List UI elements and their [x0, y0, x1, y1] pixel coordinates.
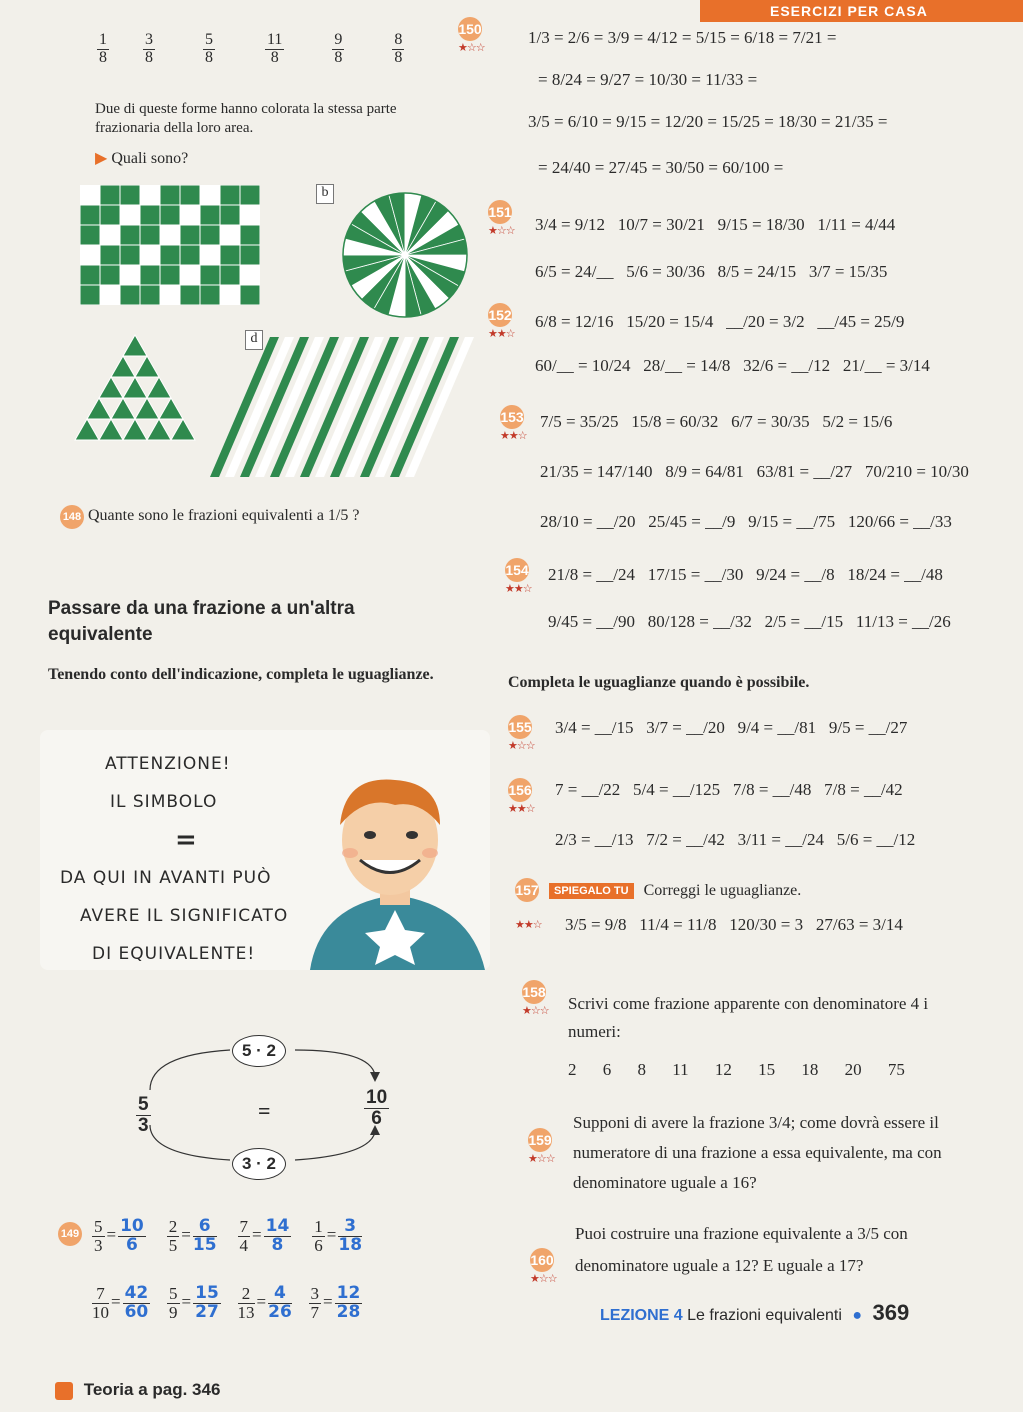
q152-number	[488, 303, 515, 340]
grid-cell	[200, 245, 220, 265]
difficulty-stars: ★☆☆	[528, 1152, 555, 1165]
q158-value: 11	[672, 1060, 689, 1079]
grid-cell	[80, 225, 100, 245]
difficulty-stars: ★★☆	[500, 429, 527, 442]
bullet-icon: ●	[852, 1307, 863, 1324]
q150-row-4: = 24/40 = 27/45 = 30/50 = 60/100 =	[538, 158, 784, 177]
grid-cell	[140, 265, 160, 285]
grid-cell	[240, 265, 260, 285]
diagram-top: 5 · 2	[232, 1035, 286, 1067]
grid-cell	[240, 225, 260, 245]
q149-row-1	[90, 1218, 364, 1255]
triangle-cell	[135, 356, 159, 377]
grid-cell	[220, 265, 240, 285]
q149-row-2	[90, 1285, 364, 1322]
attention-line-6: DI EQUIVALENTE!	[92, 944, 256, 964]
triangle-cell	[135, 398, 159, 419]
q158-value: 2	[568, 1060, 577, 1079]
grid-cell	[100, 285, 120, 305]
grid-cell	[80, 205, 100, 225]
triangle-cell	[171, 419, 195, 440]
boy-illustration	[300, 765, 490, 970]
theory-link-text: Teoria a pag. 346	[83, 1380, 221, 1399]
grid-cell	[160, 225, 180, 245]
grid-cell	[80, 265, 100, 285]
grid-cell	[100, 265, 120, 285]
q150-badge: 150	[458, 17, 482, 41]
q153-number	[500, 405, 527, 442]
triangle-cell	[159, 398, 183, 419]
triangle-cell	[99, 419, 123, 440]
q151-number	[488, 200, 515, 237]
q155-number	[508, 715, 535, 752]
grid-cell	[120, 205, 140, 225]
triangle-cell	[75, 419, 99, 440]
grid-cell	[140, 245, 160, 265]
book-icon	[55, 1382, 73, 1400]
grid-cell	[120, 265, 140, 285]
q149-number: 149	[58, 1222, 82, 1246]
fraction: $\frac{5}{8}$	[205, 31, 213, 66]
banner-text: ESERCIZI PER CASA	[770, 3, 928, 19]
grid-cell	[200, 185, 220, 205]
q150-row-3: 3/5 = 6/10 = 9/15 = 12/20 = 15/25 = 18/30 = 21/35 =	[528, 112, 888, 131]
q150-row-1: 1/3 = 2/6 = 3/9 = 4/12 = 5/15 = 6/18 = 7/21 =	[528, 28, 837, 47]
difficulty-stars: ★★☆	[515, 918, 542, 931]
grid-cell	[180, 205, 200, 225]
q148-text: Quante sono le frazioni equivalenti a 1/5 ?	[88, 507, 360, 524]
grid-cell	[160, 285, 180, 305]
grid-cell	[140, 225, 160, 245]
diagram-bottom: 3 · 2	[232, 1148, 286, 1180]
q155-badge: 155	[508, 715, 532, 739]
grid-cell	[160, 205, 180, 225]
q-forms: Due di queste forme hanno colorata la stessa parte frazionaria della loro area.	[95, 101, 397, 136]
attention-line-4: DA QUI IN AVANTI PUÒ	[60, 868, 272, 888]
grid-cell	[160, 185, 180, 205]
triangle-cell	[123, 377, 147, 398]
q-forms-sub-text: Quali sono?	[111, 150, 189, 167]
spiegalo-badge: SPIEGALO TU	[549, 883, 634, 899]
q158-value: 75	[887, 1060, 905, 1079]
q152-row-2: 60/__ = 10/24 28/__ = 14/8 32/6 = __/12 21/__ = 3/14	[535, 356, 930, 375]
q148-number: 148	[60, 505, 84, 529]
q153-row-2: 21/35 = 147/140 8/9 = 64/81 63/81 = __/27 70/210 = 10/30	[540, 462, 969, 481]
q155-row: 3/4 = __/15 3/7 = __/20 9/4 = __/81 9/5 = __/27	[555, 718, 908, 737]
section-text: Tenendo conto dell'indicazione, completa le uguaglianze.	[48, 666, 434, 683]
attention-line-3: =	[175, 825, 198, 855]
grid-cell	[120, 285, 140, 305]
q149-item: $\frac{2}{13}$ = $\frac{4}{26}$	[237, 1283, 292, 1322]
q149-item: $\frac{7}{4}$ = $\frac{14}{8}$	[239, 1216, 290, 1255]
attention-line-2: IL SIMBOLO	[110, 792, 218, 812]
grid-cell	[220, 205, 240, 225]
q153-row-1: 7/5 = 35/25 15/8 = 60/32 6/7 = 30/35 5/2 = 15/6	[540, 412, 893, 431]
q158-number	[522, 980, 549, 1017]
q158-value: 15	[758, 1060, 776, 1079]
grid-cell	[120, 245, 140, 265]
grid-cell	[80, 285, 100, 305]
q154-row-2: 9/45 = __/90 80/128 = __/32 2/5 = __/15 11/13 = __/26	[548, 612, 951, 631]
grid-cell	[180, 285, 200, 305]
q158-text: Scrivi come frazione apparente con denominatore 4 i numeri:	[568, 994, 929, 1041]
q157-badge: 157	[515, 878, 539, 902]
q160-text: Puoi costruire una frazione equivalente a 3/5 con denominatore uguale a 12? E uguale a 17?	[575, 1224, 908, 1275]
label-d: d	[245, 330, 263, 350]
grid-cell	[240, 285, 260, 305]
difficulty-stars: ★☆☆	[530, 1272, 557, 1285]
q154-number	[505, 558, 532, 595]
q156-badge: 156	[508, 778, 532, 802]
grid-cell	[160, 265, 180, 285]
q158-value: 12	[714, 1060, 732, 1079]
grid-cell	[120, 225, 140, 245]
grid-cell	[160, 245, 180, 265]
fraction: $\frac{3}{8}$	[145, 31, 153, 66]
grid-cell	[100, 185, 120, 205]
q160-badge: 160	[530, 1248, 554, 1272]
difficulty-stars: ★☆☆	[458, 41, 485, 54]
grid-cell	[120, 185, 140, 205]
difficulty-stars: ★☆☆	[488, 224, 515, 237]
grid-cell	[240, 205, 260, 225]
grid-cell	[240, 185, 260, 205]
triangle-cell	[111, 398, 135, 419]
q156-number	[508, 778, 535, 815]
triangle-cell	[147, 419, 171, 440]
q158-value: 8	[637, 1060, 646, 1079]
q151-row-2: 6/5 = 24/__ 5/6 = 30/36 8/5 = 24/15 3/7 = 15/35	[535, 262, 888, 281]
diagram-eq: =	[258, 1098, 271, 1123]
difficulty-stars: ★★☆	[505, 582, 532, 595]
grid-cell	[80, 185, 100, 205]
q158-value: 18	[801, 1060, 819, 1079]
fraction: $\frac{11}{8}$	[267, 31, 283, 66]
q159-number	[528, 1128, 555, 1165]
difficulty-stars: ★★☆	[488, 327, 515, 340]
q149-item: $\frac{1}{6}$ = $\frac{3}{18}$	[314, 1216, 363, 1255]
grid-cell	[200, 285, 220, 305]
q149-item: $\frac{5}{9}$ = $\frac{15}{27}$	[169, 1283, 219, 1322]
attention-line-5: AVERE IL SIGNIFICATO	[80, 906, 289, 926]
fraction: $\frac{9}{8}$	[334, 31, 343, 66]
triangle-cell	[123, 335, 147, 356]
triangle-cell	[99, 377, 123, 398]
lesson-title: Le frazioni equivalenti	[687, 1307, 842, 1324]
q153-badge: 153	[500, 405, 524, 429]
q156-row-2: 2/3 = __/13 7/2 = __/42 3/11 = __/24 5/6 = __/12	[555, 830, 916, 849]
q153-row-3: 28/10 = __/20 25/45 = __/9 9/15 = __/75 120/66 = __/33	[540, 512, 952, 531]
q149-item: $\frac{7}{10}$ = $\frac{42}{60}$	[92, 1283, 149, 1322]
lesson-label: LEZIONE 4	[600, 1307, 683, 1324]
q149-item: $\frac{5}{3}$ = $\frac{10}{6}$	[94, 1216, 144, 1255]
fraction: $\frac{8}{8}$	[394, 31, 403, 66]
q152-row-1: 6/8 = 12/16 15/20 = 15/4 __/20 = 3/2 __/45 = 25/9	[535, 312, 905, 331]
label-b: b	[316, 184, 334, 204]
q158-badge: 158	[522, 980, 546, 1004]
difficulty-stars: ★★☆	[508, 802, 535, 815]
grid-cell	[100, 245, 120, 265]
top-fractions	[95, 32, 406, 67]
grid-cell	[220, 285, 240, 305]
grid-cell	[140, 205, 160, 225]
diagram-left	[134, 1095, 153, 1136]
grid-cell	[180, 265, 200, 285]
difficulty-stars: ★☆☆	[508, 739, 535, 752]
q157-header	[515, 878, 801, 902]
section-title: Passare da una frazione a un'altra equivalente	[48, 598, 355, 645]
grid-cell	[100, 205, 120, 225]
shape-triangle	[70, 330, 200, 460]
q156-row-1: 7 = __/22 5/4 = __/125 7/8 = __/48 7/8 = __/42	[555, 780, 903, 799]
q150-row-2: = 8/24 = 9/27 = 10/30 = 11/33 =	[538, 70, 758, 89]
grid-cell	[140, 185, 160, 205]
grid-cell	[100, 225, 120, 245]
grid-cell	[180, 245, 200, 265]
q160-number	[530, 1248, 557, 1285]
q149-item: $\frac{3}{7}$ = $\frac{12}{28}$	[310, 1283, 361, 1322]
grid-cell	[140, 285, 160, 305]
triangle-cell	[111, 356, 135, 377]
q-forms-sub	[95, 148, 188, 168]
q151-badge: 151	[488, 200, 512, 224]
fraction: $\frac{10}{6}$	[366, 1087, 388, 1129]
q150-number	[458, 17, 485, 54]
theory-link[interactable]	[55, 1380, 220, 1400]
q154-badge: 154	[505, 558, 529, 582]
shape-circle	[340, 190, 470, 320]
grid-cell	[200, 225, 220, 245]
q158-value: 20	[844, 1060, 862, 1079]
q148	[60, 505, 359, 529]
footer	[600, 1300, 909, 1326]
q159-badge: 159	[528, 1128, 552, 1152]
q154-row-1: 21/8 = __/24 17/15 = __/30 9/24 = __/8 18/24 = __/48	[548, 565, 943, 584]
q149-item: $\frac{2}{5}$ = $\frac{6}{15}$	[168, 1216, 217, 1255]
q158-value: 6	[602, 1060, 612, 1079]
q159-text: Supponi di avere la frazione 3/4; come dovrà essere il numeratore di una frazione a essa equivalente, ma con denominatore uguale a 16?	[573, 1113, 942, 1192]
fraction: $\frac{5}{3}$	[138, 1094, 149, 1136]
q152-badge: 152	[488, 303, 512, 327]
triangle-cell	[87, 398, 111, 419]
grid-cell	[180, 225, 200, 245]
q158-numbers	[568, 1060, 905, 1080]
page-number: 369	[872, 1300, 910, 1325]
difficulty-stars: ★☆☆	[522, 1004, 549, 1017]
triangle-cell	[123, 419, 147, 440]
grid-cell	[220, 225, 240, 245]
q151-row-1: 3/4 = 9/12 10/7 = 30/21 9/15 = 18/30 1/11 = 4/44	[535, 215, 896, 234]
q157-row: 3/5 = 9/8 11/4 = 11/8 120/30 = 3 27/63 = 3/14	[565, 915, 903, 934]
grid-cell	[200, 265, 220, 285]
grid-cell	[220, 245, 240, 265]
q157-title: Correggi le uguaglianze.	[643, 882, 802, 899]
grid-cell	[80, 245, 100, 265]
diagram-right	[362, 1088, 391, 1129]
q149	[58, 1222, 82, 1246]
grid-cell	[240, 245, 260, 265]
grid-cell	[180, 185, 200, 205]
grid-cell	[200, 205, 220, 225]
banner	[700, 0, 1023, 22]
complete-title: Completa le uguaglianze quando è possibile.	[508, 674, 810, 691]
triangle-bullet-icon: ▶	[95, 150, 108, 167]
attention-line-1: ATTENZIONE!	[105, 754, 231, 774]
shape-parallelogram	[210, 332, 480, 482]
triangle-cell	[147, 377, 171, 398]
shape-grid	[80, 185, 260, 305]
grid-cell	[220, 185, 240, 205]
fraction: $\frac{1}{8}$	[99, 31, 107, 66]
